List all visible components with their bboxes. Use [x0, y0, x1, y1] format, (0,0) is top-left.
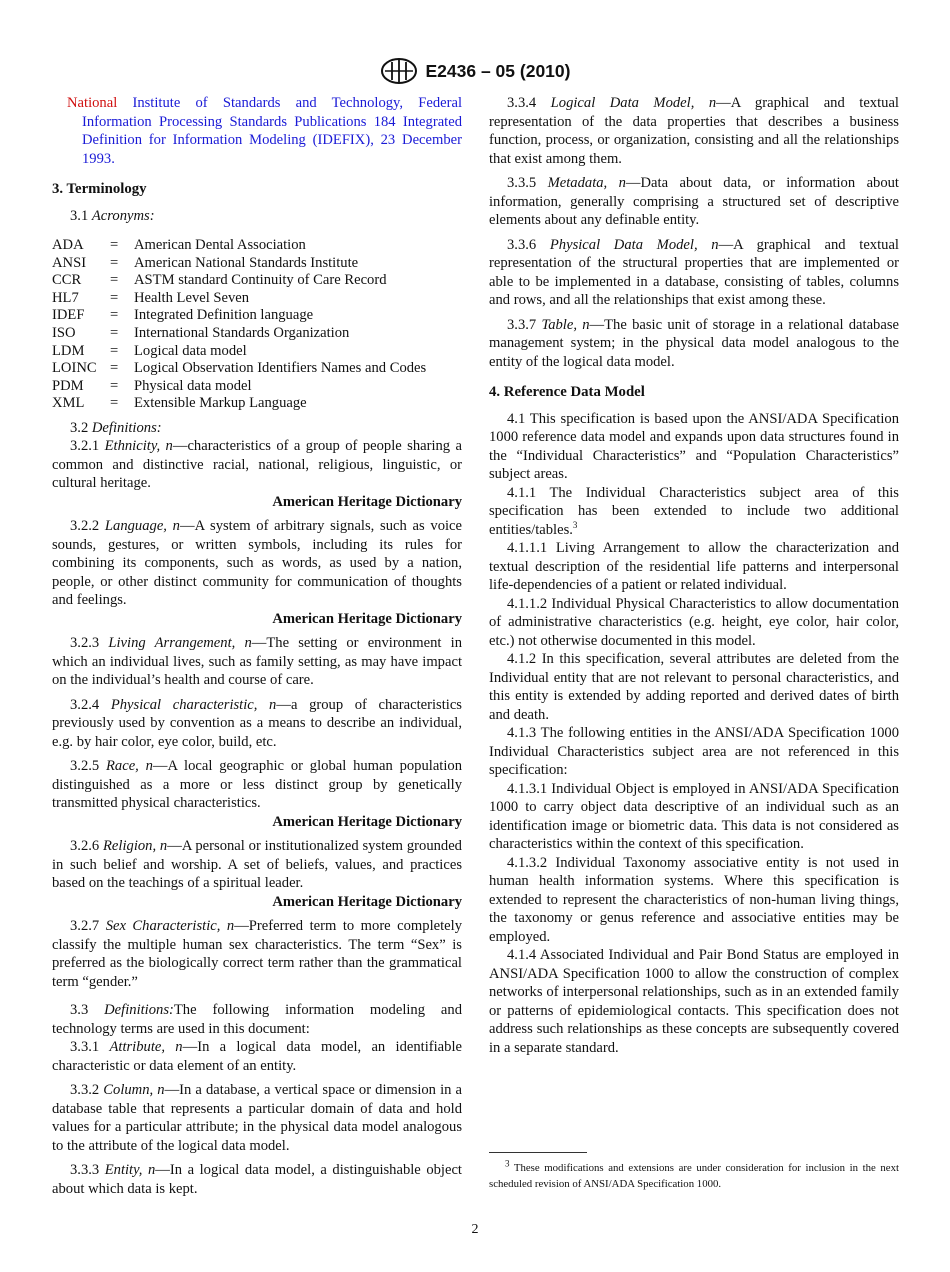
- definition-entry: 3.2.5 Race, n—A local geographic or global human population distinguished as a more or less distinct group by genetically transmitted physical characteristics.: [52, 758, 463, 812]
- acronym-eq: =: [110, 289, 119, 306]
- definitions-list: [52, 437, 462, 991]
- document-designation: E2436 – 05 (2010): [425, 60, 571, 81]
- definition-source: American Heritage Dictionary: [272, 813, 462, 830]
- definition-term: Attribute, n: [109, 1039, 183, 1056]
- document-header: [0, 57, 950, 85]
- paragraph-4-1-1-1: 4.1.1.1 Living Arrangement to allow the characterization and textual description of the residential life patterns and interpersonal life-dependencies of a patient or related individual.: [489, 540, 899, 593]
- acronym-row: [52, 290, 426, 308]
- definition-term: Column, n: [103, 1082, 165, 1099]
- acronym-abbr: XML: [52, 395, 85, 412]
- definition-entry: 3.2.6 Religion, n—A personal or institutionalized system grounded in such belief and worship. A set of beliefs, values, and practices based on the teachings of a spiritual leader.: [52, 838, 462, 892]
- reference-link-start[interactable]: National: [67, 95, 118, 111]
- footnote-ref[interactable]: 3: [572, 519, 578, 530]
- reference-link-text[interactable]: Institute of Standards and Technology, Federal Information Processing Standards Publications 184 Integrated Definition for Information Modeling (IDEFIX), 23 December 1993.: [82, 95, 462, 167]
- acronym-row: [52, 307, 426, 325]
- acronym-desc: American Dental Association: [134, 237, 306, 253]
- definition-entry: 3.3.1 Attribute, n—In a logical data model, an identifiable characteristic or data element of an entity.: [52, 1039, 462, 1074]
- paragraph-4-1-2: 4.1.2 In this specification, several attributes are deleted from the Individual entity that are not relevant to personal characteristics, and this entity is extended by adding reported and derived dates of birth and death.: [489, 651, 899, 723]
- section-heading-reference-data-model: 4. Reference Data Model: [489, 384, 645, 400]
- acronym-abbr: LOINC: [52, 360, 97, 377]
- acronym-desc: Logical Observation Identifiers Names and Codes: [134, 360, 427, 377]
- definition-term: Table, n: [541, 316, 590, 333]
- acronym-eq: =: [110, 324, 119, 341]
- acronym-desc: Logical data model: [134, 342, 247, 359]
- paragraph-4-1-3-1: 4.1.3.1 Individual Object is employed in ANSI/ADA Specification 1000 to carry object data descriptive of an individual such as an identification image or biometric data. This data is not considered as characteristics within the context of this specification.: [489, 780, 899, 852]
- acronym-desc: American National Standards Institute: [134, 254, 359, 271]
- acronym-desc: ASTM standard Continuity of Care Record: [134, 272, 387, 289]
- acronym-eq: =: [110, 254, 119, 271]
- definition-term: Entity, n: [104, 1162, 156, 1179]
- info-definitions-right: [489, 94, 899, 371]
- definition-term: Language, n: [104, 518, 180, 535]
- definition-entry: 3.3.6 Physical Data Model, n—A graphical and textual representation of the structural properties that are implemented or able to be implemented in a database, consisting of tables, columns and rows, and all the relationships that exist among these.: [489, 236, 899, 308]
- reference-entry[interactable]: [52, 94, 462, 168]
- definition-entry: 3.2.4 Physical characteristic, n—a group of characteristics previously used by convention as a means to describe an individual, e.g. by hair color, eye color, build, etc.: [52, 696, 462, 750]
- acronym-desc: Integrated Definition language: [134, 307, 314, 324]
- definition-term: Metadata, n: [547, 175, 626, 191]
- paragraph-4-1-3: 4.1.3 The following entities in the ANSI/ADA Specification 1000 Individual Characteristics subject area are not referenced in this specification:: [489, 725, 899, 778]
- astm-logo-icon: [380, 57, 418, 85]
- definition-term: Race, n: [106, 758, 153, 775]
- page-number: 2: [471, 1222, 479, 1237]
- acronym-abbr: HL7: [52, 289, 79, 306]
- acronym-desc: Extensible Markup Language: [134, 395, 307, 412]
- definition-entry: 3.3.2 Column, n—In a database, a vertical space or dimension in a database table that represents a particular domain of data and hold values for a particular attribute; in the physical data model analogous to the attribute of the logical data model.: [52, 1082, 462, 1154]
- definition-source: American Heritage Dictionary: [272, 893, 462, 910]
- acronym-eq: =: [110, 395, 119, 412]
- definition-term: Living Arrangement, n: [108, 635, 252, 652]
- definition-source: American Heritage Dictionary: [272, 610, 462, 627]
- acronym-row: [52, 343, 426, 361]
- definition-term: Logical Data Model, n: [550, 95, 717, 111]
- acronym-row: [52, 378, 426, 396]
- definition-term: Religion, n: [103, 838, 168, 855]
- info-definitions-left: [52, 1038, 462, 1198]
- definition-entry: 3.2.7 Sex Characteristic, n—Preferred term to more completely classify the multiple human sex characteristics. The term “Sex” is preferred as the biologically correct term rather than the grammatical term “gender.”: [52, 918, 462, 990]
- acronym-desc: Health Level Seven: [134, 289, 250, 306]
- paragraph-4-1-3-2: 4.1.3.2 Individual Taxonomy associative entity is not used in human health information systems. Where this specification is extended to represent the characteristics of non-human living things, the taxonomy or genus reference and associative entities may be employed.: [489, 854, 899, 945]
- acronym-abbr: PDM: [52, 377, 84, 394]
- definition-entry: 3.2.2 Language, n—A system of arbitrary signals, such as voice sounds, gestures, or written symbols, including its rules for combining its components, such as words, as used by a nation, people, or other distinct community for communication of thoughts and feelings.: [52, 518, 463, 609]
- right-column: [489, 94, 899, 1057]
- definition-term: Physical characteristic, n: [110, 696, 277, 713]
- definition-entry: 3.3.3 Entity, n—In a logical data model, a distinguishable object about which data is kept.: [52, 1162, 462, 1197]
- acronym-row: [52, 272, 426, 290]
- info-definitions-intro: 3.3 Definitions:The following information modeling and technology terms are used in this document:: [52, 1002, 462, 1037]
- left-column: [52, 94, 462, 1198]
- definition-term: Sex Characteristic, n: [105, 918, 235, 935]
- footnote: $^3$ These modifications and extensions are under consideration for inclusion in the next scheduled revision of ANSI/ADA Specification 1000.: [489, 1158, 899, 1190]
- definition-entry: 3.3.4 Logical Data Model, n—A graphical and textual representation of the data properties that describes a business function, process, or organization, consisting and all the relationships that exist among them.: [489, 95, 899, 167]
- definitions-label: 3.2 Definitions:: [70, 419, 162, 436]
- acronym-abbr: CCR: [52, 272, 82, 289]
- acronym-eq: =: [110, 342, 119, 359]
- definition-entry: 3.2.3 Living Arrangement, n—The setting or environment in which an individual lives, such as family setting, as may have impact on the individual’s health and course of care.: [52, 635, 462, 689]
- paragraph-4-1-1-2: 4.1.1.2 Individual Physical Characteristics to allow documentation of administrative characteristics (e.g. height, eye color, hair color, etc.) not otherwise documented in this model.: [489, 595, 899, 649]
- definition-source: American Heritage Dictionary: [272, 493, 462, 510]
- acronym-row: [52, 395, 426, 413]
- definition-term: Ethnicity, n: [104, 438, 173, 455]
- section-heading-terminology: 3. Terminology: [52, 181, 147, 197]
- footnote-divider: [489, 1152, 587, 1153]
- acronym-abbr: LDM: [52, 342, 85, 359]
- paragraph-4-1: 4.1 This specification is based upon the ANSI/ADA Specification 1000 reference data model and expands upon data structures found in the “Individual Characteristics” and “Population Characteristics” subject areas.: [489, 410, 899, 482]
- definition-entry: 3.2.1 Ethnicity, n—characteristics of a group of people sharing a common and distinctive racial, national, religious, linguistic, or cultural heritage.: [52, 438, 462, 492]
- acronym-eq: =: [110, 237, 119, 253]
- acronym-abbr: ANSI: [52, 254, 87, 271]
- acronym-row: [52, 237, 426, 255]
- acronym-row: [52, 360, 426, 378]
- definition-term: Physical Data Model, n: [549, 236, 719, 253]
- acronym-desc: International Standards Organization: [134, 324, 350, 341]
- acronym-desc: Physical data model: [134, 377, 252, 394]
- definition-entry: 3.3.5 Metadata, n—Data about data, or information about information, generally comprising a structured set of descriptive elements about any definable entity.: [489, 175, 899, 228]
- acronym-abbr: ADA: [52, 237, 84, 253]
- paragraph-4-1-4: 4.1.4 Associated Individual and Pair Bond Status are employed in ANSI/ADA Specification 1000 to allow the construction of complex networks of interpersonal relationships, such as in an extended family or patterns of epidemiological contacts. This specification does not address such relationships as these concepts are subsequently covered in a separate standard.: [489, 947, 899, 1056]
- paragraph-4-1-1: 4.1.1 The Individual Characteristics subject area of this specification has been extended to include two additional entities/tables.$^3$: [489, 484, 899, 538]
- acronym-eq: =: [110, 272, 119, 289]
- acronyms-table: [52, 237, 426, 413]
- acronym-row: [52, 325, 426, 343]
- acronym-row: [52, 255, 426, 273]
- acronym-eq: =: [110, 307, 119, 324]
- acronym-abbr: IDEF: [52, 307, 85, 324]
- acronyms-label: 3.1 Acronyms:: [70, 207, 155, 224]
- definition-entry: 3.3.7 Table, n—The basic unit of storage in a relational database management system; in the physical data model analogous to the entity of the logical data model.: [489, 316, 899, 370]
- acronym-eq: =: [110, 377, 119, 394]
- acronym-abbr: ISO: [52, 324, 76, 341]
- acronym-eq: =: [110, 360, 119, 377]
